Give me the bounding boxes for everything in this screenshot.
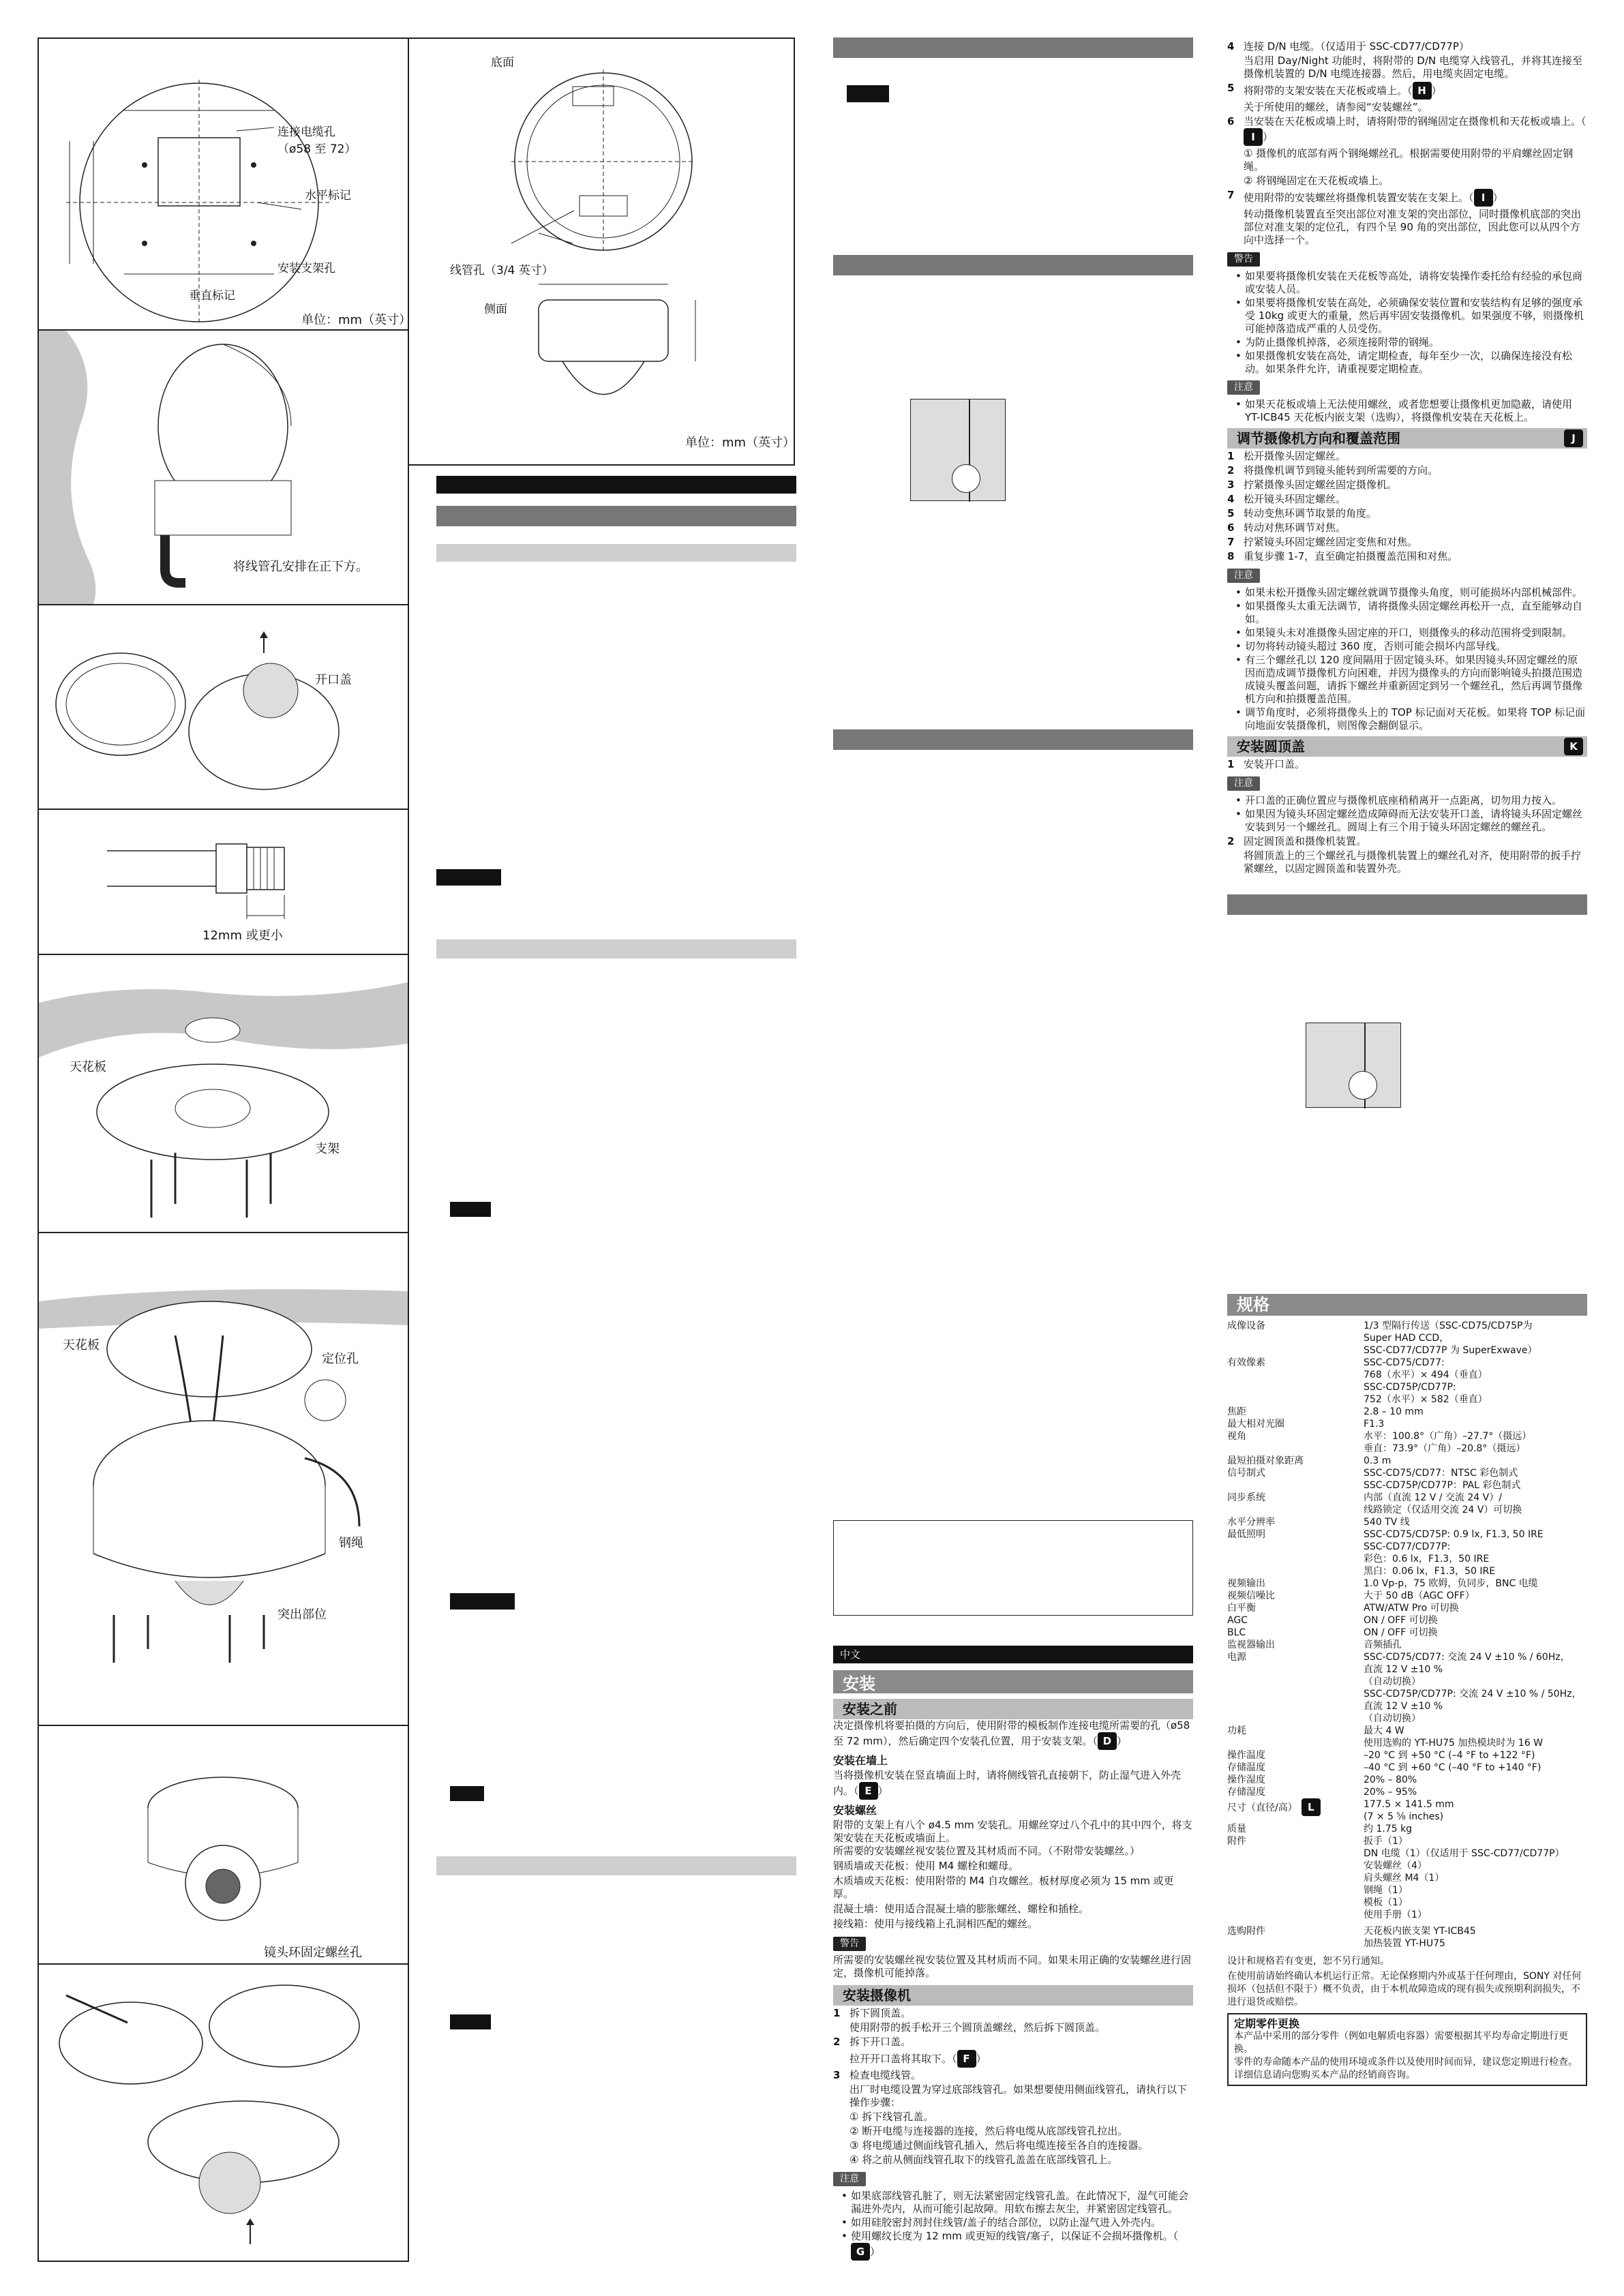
spec-value: SSC-CD75/CD77：NTSC 彩色制式 SSC-CD75P/CD77P：PAL 彩色制式 xyxy=(1364,1468,1521,1491)
step-4-detail: 当启用 Day/Night 功能时，将附带的 D/N 电缆穿入线管孔，并将其连接至摄像机装置的 D/N 电缆连接器。然后，用电缆夹固定电缆。 xyxy=(1244,55,1582,80)
spec-key: 监视器输出 xyxy=(1227,1640,1275,1650)
tag-block xyxy=(450,2014,491,2029)
adjust-step-1: 1 松开摄像头固定螺丝。 xyxy=(1227,450,1347,462)
step-4: 4 连接 D/N 电缆。（仅适用于 SSC-CD77/CD77P） xyxy=(1227,40,1469,52)
concrete-text: 混凝土墙：使用适合混凝土墙的膨胀螺丝、螺栓和插栓。 xyxy=(833,1903,1089,1915)
spec-value: 177.5 × 141.5 mm (7 × 5 ⁵⁄₈ inches) xyxy=(1364,1799,1454,1822)
spec-key: 有效像素 xyxy=(1227,1357,1265,1368)
badge-l: L xyxy=(1302,1798,1321,1816)
badge-g: G xyxy=(851,2243,870,2261)
label-ceiling: 天花板 xyxy=(70,1060,106,1074)
junction-text: 接线箱：使用与接线箱上孔洞相匹配的螺丝。 xyxy=(833,1918,1038,1930)
spec-value: ON / OFF 可切换 xyxy=(1364,1627,1438,1638)
step-6: 6 当安装在天花板或墙上时，请将附带的钢绳固定在摄像机和天花板或墙上。（I ） xyxy=(1227,115,1587,146)
badge-j: J xyxy=(1564,429,1583,447)
label-bracket: 支架 xyxy=(315,1142,340,1156)
section-bar xyxy=(436,506,796,526)
spec-key: 最低照明 xyxy=(1227,1529,1265,1540)
dome-note-1: • 开口盖的正确位置应与摄像机底座稍稍离开一点距离，切勿用力按入。 xyxy=(1235,794,1587,807)
spec-key: 存储温度 xyxy=(1227,1762,1265,1773)
dome-step-2: 2 固定圆顶盖和摄像机装置。 xyxy=(1227,835,1367,847)
spec-key: 白平衡 xyxy=(1227,1603,1256,1614)
dome-step-1: 1 安装开口盖。 xyxy=(1227,758,1306,770)
section-bar xyxy=(436,939,796,958)
spec-key: 附件 xyxy=(1227,1836,1246,1847)
figure-panel-d xyxy=(37,37,412,331)
adjust-step-7: 7 拧紧镜头环固定螺丝固定变焦和对焦。 xyxy=(1227,536,1418,548)
label-conduit-down: 将线管孔安排在正下方。 xyxy=(233,560,368,574)
spec-key: 焦距 xyxy=(1227,1406,1246,1417)
adjust-heading: 调节摄像机方向和覆盖范围 J xyxy=(1227,428,1587,449)
label-unit-2: 单位：mm（英寸） xyxy=(685,436,796,450)
step-1: 1 拆下圆顶盖。 xyxy=(833,2007,912,2019)
label-bottom: 底面 xyxy=(491,56,514,70)
step-3: 3 检查电缆线管。 xyxy=(833,2069,922,2081)
note-tag-4: 注意 xyxy=(1227,776,1260,791)
spec-note-2: 在使用前请始终确认本机运行正常。无论保修期内外或基于任何理由，SONY 对任何损坏（包括但不限于）概不负责，由于本机故障造成的现有损失或预期利润损失，不进行退货或赔偿。 xyxy=(1227,1971,1582,2008)
spec-value: 扳手（1） DN 电缆（1）（仅适用于 SSC-CD77/CD77P） 安装螺丝（4） 肩头螺丝 M4（1） 钢绳（1） 模板（1） 使用手册（1） xyxy=(1364,1836,1565,1920)
spec-table xyxy=(1227,1320,1587,1950)
spec-value: ON / OFF 可切换 xyxy=(1364,1615,1438,1626)
adjust-note-4: • 切勿将转动镜头超过 360 度，否则可能会损坏内部导线。 xyxy=(1235,640,1587,653)
spec-key: 视角 xyxy=(1227,1431,1246,1442)
spec-value: 音频插孔 xyxy=(1364,1640,1402,1650)
badge-f: F xyxy=(957,2050,976,2068)
spec-value: 1/3 型隔行传送（SSC-CD75/CD75P为 Super HAD CCD， SSC-CD77/CD77P 为 SuperExwave） xyxy=(1364,1320,1537,1356)
step-5: 5 将附带的支架安装在天花板或墙上。（ H ） xyxy=(1227,82,1587,100)
note-3: • 使用螺纹长度为 12 mm 或更短的线管/塞子，以保证不会损坏摄像机。（G ） xyxy=(841,2230,1193,2261)
section-bar xyxy=(1227,894,1587,915)
label-ceiling-2: 天花板 xyxy=(63,1338,100,1353)
label-mount-holes: 安装支架孔 xyxy=(277,262,335,275)
spec-value: –20 °C 到 +50 °C (–4 °F to +122 °F) xyxy=(1364,1750,1535,1761)
tag-block xyxy=(436,869,501,886)
badge-k: K xyxy=(1564,738,1583,755)
spec-value: 最大 4 W 使用选购的 YT-HU75 加热模块时为 16 W xyxy=(1364,1725,1543,1749)
spec-value: 大于 50 dB（AGC OFF） xyxy=(1364,1590,1475,1601)
spec-key: 同步系统 xyxy=(1227,1492,1265,1503)
label-conduit: 线管孔（3/4 英寸） xyxy=(450,264,554,277)
note-tag: 注意 xyxy=(833,2172,866,2186)
adjust-step-8: 8 重复步骤 1-7，直至确定拍摄覆盖范围和对焦。 xyxy=(1227,550,1458,562)
label-side: 侧面 xyxy=(484,303,507,316)
warning-2: • 如果要将摄像机安装在高处，必须确保安装位置和安装结构有足够的强度承受 10kg 或更大的重量，然后再牢固安装摄像机。如果强度不够，则摄像机可能掉落造成严重的人员受伤。 xyxy=(1235,297,1587,335)
spec-value: 20% – 95% xyxy=(1364,1787,1417,1798)
spec-value: 1.0 Vp-p，75 欧姆，负同步，BNC 电缆 xyxy=(1364,1578,1538,1589)
figure-panel-g xyxy=(37,809,409,955)
spec-key: 成像设备 xyxy=(1227,1320,1265,1331)
parts-box xyxy=(1227,2013,1587,2086)
install-title-text: 安装 xyxy=(843,1674,875,1693)
empty-frame xyxy=(833,1520,1193,1616)
label-protrusion: 突出部位 xyxy=(277,1607,327,1622)
ceiling-bracket-diagram xyxy=(39,955,408,1232)
install-title xyxy=(833,1670,1193,1693)
badge-i-2: I xyxy=(1474,189,1493,207)
adjust-note-5: • 有三个螺丝孔以 120 度间隔用于固定镜头环。如果因镜头环固定螺丝的原因而造成调节摄像机方向困难，并因为摄像头的方向而影响镜头拍摄范围造成镜头覆盖问题，请拆下螺丝并重新固定到另一个螺丝孔，然后再调节摄像机方向和拍摄覆盖范围。 xyxy=(1235,654,1587,706)
camera-figure-right xyxy=(1306,1023,1401,1108)
spec-key: 选购附件 xyxy=(1227,1926,1265,1937)
step-7-detail: 转动摄像机装置直至突出部位对准支架的突出部位，同时摄像机底部的突出部位对准支架的定位孔，有四个呈 90 角的突出部位，因此您可以从四个方向中选择一个。 xyxy=(1244,208,1582,246)
warning-1: • 如果要将摄像机安装在天花板等高处，请将安装操作委托给有经验的承包商或安装人员。 xyxy=(1235,270,1587,296)
spec-value: –40 °C 到 +60 °C (–40 °F to +140 °F) xyxy=(1364,1762,1542,1773)
spec-key: 操作湿度 xyxy=(1227,1774,1265,1785)
spec-value: 约 1.75 kg xyxy=(1364,1824,1413,1834)
adjust-note-6: • 调节角度时，必须将摄像头上的 TOP 标记面对天花板。如果将 TOP 标记面向地面安装摄像机，则图像会翻倒显示。 xyxy=(1235,706,1587,732)
screws-heading: 安装螺丝 xyxy=(833,1804,877,1817)
spec-key: 电源 xyxy=(1227,1652,1246,1663)
wood-text: 木质墙或天花板：使用附带的 M4 自攻螺丝。板材厚度必须为 15 mm 或更厚。 xyxy=(833,1875,1174,1900)
label-cable-hole: 连接电缆孔 （ø58 至 72） xyxy=(277,125,357,156)
adjust-step-6: 6 转动对焦环调节对焦。 xyxy=(1227,522,1347,534)
adjust-note-1: • 如果未松开摄像头固定螺丝就调节摄像头角度，则可能损坏内部机械部件。 xyxy=(1235,586,1587,599)
figure-panel-i xyxy=(37,1232,409,1726)
label-pos-hole: 定位孔 xyxy=(322,1352,359,1366)
warning-tag: 警告 xyxy=(833,1937,866,1951)
section-bar xyxy=(833,729,1193,750)
steel-text: 钢质墙或天花板：使用 M4 螺栓和螺母。 xyxy=(833,1860,1019,1872)
label-12mm: 12mm 或更小 xyxy=(202,928,283,943)
spec-key: 最大相对光圈 xyxy=(1227,1419,1284,1430)
note-bracket: • 如果天花板或墙上无法使用螺丝，或者您想要让摄像机更加隐蔽，请使用 YT-ICB45 天花板内嵌支架（选购），将摄像机安装在天花板上。 xyxy=(1235,398,1587,424)
figure-panel-k xyxy=(37,1725,409,1965)
figure-panel-bottom xyxy=(408,37,795,466)
label-lens-ring-screw: 镜头环固定螺丝孔 xyxy=(264,1946,362,1960)
warning-3: • 为防止摄像机掉落，必须连接附带的钢绳。 xyxy=(1235,336,1587,349)
badge-d: D xyxy=(1098,1732,1117,1750)
spec-key: 功耗 xyxy=(1227,1725,1246,1736)
step-1-detail: 使用附带的扳手松开三个圆顶盖螺丝，然后拆下圆顶盖。 xyxy=(849,2021,1106,2034)
note-1: • 如果底部线管孔脏了，则无法紧密固定线管孔盖。在此情况下，湿气可能会漏进外壳内，从而可能引起故障。用软布擦去灰尘，并紧密固定线管孔。 xyxy=(841,2190,1193,2216)
dome-heading: 安装圆顶盖 K xyxy=(1227,736,1587,757)
spec-heading: 规格 xyxy=(1227,1294,1587,1316)
spec-key: AGC xyxy=(1227,1615,1248,1626)
lang-tab-block xyxy=(847,85,889,102)
adjust-note-2: • 如果摄像头太重无法调节，请将摄像头固定螺丝再松开一点，直至能够动自如。 xyxy=(1235,600,1587,626)
figure-panel-h xyxy=(37,954,409,1233)
tag-block xyxy=(450,1786,484,1801)
section-bar xyxy=(833,37,1193,58)
lang-tab xyxy=(833,1646,1193,1663)
spec-key: 操作温度 xyxy=(1227,1750,1265,1761)
dome-attach-diagram xyxy=(39,1965,408,2261)
spec-value: 0.3 m xyxy=(1364,1455,1392,1466)
label-wire: 钢绳 xyxy=(339,1536,363,1550)
dome-note-2: • 如果因为镜头环固定螺丝造成障碍而无法安装开口盖，请将镜头环固定螺丝安装到另一个螺丝孔。圆周上有三个用于镜头环固定螺丝的螺丝孔。 xyxy=(1235,808,1587,834)
label-unit: 单位：mm（英寸） xyxy=(301,313,412,327)
lens-ring-diagram xyxy=(39,1726,408,1963)
tag-block xyxy=(450,1202,491,1217)
install-column: 安装之前 决定摄像机将要拍摄的方向后，使用附带的模板制作连接电缆所需要的孔（ø58 至 72 mm），然后确定四个安装孔位置，用于安装支架。（ D ） 安装在墙上 当将摄像机安装在竖直墙面上时，请将侧线管孔直接朝下，防止湿气进入外壳内。（ E ） 安装螺丝 附带的支架上有八个 ø4.5 mm 安装孔。用螺丝穿过八个孔中的其中四个，将支架安装在天花板或墙面上。 所需要的安装螺丝视安装位置及其材质而不同。（不附带安装螺丝。） 钢质墙或天花板：使用 M4 螺栓和螺母。 木质墙或天花板：使用附带的 M4 自攻螺丝。板材厚度必须为 15 mm 或更厚。 混凝土墙：使用适合混凝土墙的膨胀螺丝、螺栓和插栓。 接线箱：使用与接线箱上孔洞相匹配的螺丝。 警告 所需要的安装螺丝视安装位置及其材质而不同。如果未用正确的安装螺丝进行固定，摄像机可能掉落。 安装摄像机 1 拆下圆顶盖。 使用附带的扳手松开三个圆顶盖螺丝，然后拆下圆顶盖。 2 拆下开口盖。 拉开开口盖将其取下。（ F ） 3 检查电缆线管。 出厂时电缆设置为穿过底部线管孔。如果想要使用侧面线管孔，请执行以下操作步骤： ① 拆下线管孔盖。 ② 断开电缆与连接器的连接，然后将电缆从底部线管孔拉出。 ③ 将电缆通过侧面线管孔插入，然后将电缆连接至各自的连接器。 ④ 将之前从侧面线管孔取下的线管孔盖盖在底部线管孔上。 注意 • 如果底部线管孔脏了，则无法紧密固定线管孔盖。在此情况下，湿气可能会漏进外壳内，从而可能引起故障。用软布擦去灰尘，并紧密固定线管孔。 • 如用硅胶密封剂封住线管/盖子的结合部位，以防止湿气进入外壳内。 • 使用螺纹长度为 12 mm 或更短的线管/塞子，以保证不会损坏摄像机。（G ） xyxy=(833,1699,1193,2261)
spec-note-1: 设计和规格若有变更，恕不另行通知。 xyxy=(1227,1956,1389,1967)
adjust-step-4: 4 松开镜头环固定螺丝。 xyxy=(1227,493,1347,505)
adjust-note-3: • 如果镜头未对准摄像头固定座的开口，则摄像头的移动范围将受到限制。 xyxy=(1235,626,1587,639)
spec-key: 信号制式 xyxy=(1227,1468,1265,1479)
spec-value: 2.8 – 10 mm xyxy=(1364,1406,1424,1417)
spec-value: SSC-CD75/CD75P: 0.9 lx, F1.3, 50 IRE SSC-CD77/CD77P: 彩色：0.6 lx，F1.3，50 IRE 黑白：0.06 lx，F1.3，50 IRE xyxy=(1364,1529,1544,1577)
figure-panel-l xyxy=(37,1963,409,2262)
spec-value: SSC-CD75/CD77: 交流 24 V ±10 % / 60Hz， 直流 12 V ±10 % （自动切换） SSC-CD75P/CD77P: 交流 24 V ±10 % / 50Hz， 直流 12 V ±10 % （自动切换） xyxy=(1364,1652,1582,1724)
step-2: 2 拆下开口盖。 xyxy=(833,2036,912,2048)
parts-heading: 定期零件更换 xyxy=(1234,2017,1300,2030)
step-2-detail: 拉开开口盖将其取下。（ F ） xyxy=(833,2050,1193,2068)
figure-panel-e xyxy=(37,329,409,605)
spec-value: F1.3 xyxy=(1364,1419,1385,1430)
badge-e: E xyxy=(859,1782,878,1800)
label-vertical-mark: 垂直标记 xyxy=(189,289,235,303)
spec-key: 质量 xyxy=(1227,1824,1246,1834)
spec-value: 内部（直流 12 V / 交流 24 V）/ 线路锁定（仅适用交流 24 V）可切换 xyxy=(1364,1492,1522,1515)
step-3-detail: 出厂时电缆设置为穿过底部线管孔。如果想要使用侧面线管孔，请执行以下操作步骤： xyxy=(849,2083,1188,2109)
mounting-diagram xyxy=(39,1233,408,1725)
badge-i: I xyxy=(1244,128,1263,146)
note-tag-2: 注意 xyxy=(1227,380,1260,395)
wall-text: 当将摄像机安装在竖直墙面上时，请将侧线管孔直接朝下，防止湿气进入外壳内。 xyxy=(833,1769,1182,1797)
spec-value: 天花板内嵌支架 YT-ICB45 加热装置 YT-HU75 xyxy=(1364,1926,1476,1949)
spec-value: 水平：100.8°（广角）–27.7°（摄远） 垂直：73.9°（广角）–20.8°（摄远） xyxy=(1364,1431,1532,1454)
warning-text: 所需要的安装螺丝视安装位置及其材质而不同。如果未用正确的安装螺丝进行固定，摄像机可能掉落。 xyxy=(833,1954,1192,1979)
badge-h: H xyxy=(1413,82,1432,100)
spec-value: ATW/ATW Pro 可切换 xyxy=(1364,1603,1459,1614)
spec-key: 视频信噪比 xyxy=(1227,1590,1275,1601)
spec-value: 20% – 80% xyxy=(1364,1774,1417,1785)
section-bar xyxy=(436,544,796,562)
tag-block xyxy=(450,1593,515,1610)
screws-text: 附带的支架上有八个 ø4.5 mm 安装孔。用螺丝穿过八个孔中的其中四个，将支架安装在天花板或墙面上。 所需要的安装螺丝视安装位置及其材质而不同。（不附带安装螺丝。） xyxy=(833,1819,1192,1857)
spec-key: 水平分辨率 xyxy=(1227,1517,1275,1528)
step-3-c1: ① 拆下线管孔盖。 xyxy=(849,2111,934,2123)
spec-key: 尺寸（直径/高） L xyxy=(1227,1798,1364,1823)
spec-value: SSC-CD75/CD77: 768（水平）× 494（垂直） SSC-CD75P/CD77P: 752（水平）× 582（垂直） xyxy=(1364,1357,1488,1405)
install-camera-heading: 安装摄像机 xyxy=(833,1985,1193,2006)
right-column xyxy=(1227,39,1587,877)
spec-section xyxy=(1227,1294,1587,2086)
open-cap-diagram xyxy=(39,605,408,809)
step-7: 7 使用附带的安装螺丝将摄像机装置安装在支架上。（ I ） xyxy=(1227,189,1587,207)
section-bar xyxy=(436,476,796,494)
spec-key: BLC xyxy=(1227,1627,1246,1638)
step-5-detail: 关于所使用的螺丝，请参阅“安装螺丝”。 xyxy=(1244,101,1428,113)
section-bar xyxy=(436,1856,796,1875)
lang-tab-label: 中文 xyxy=(840,1648,861,1661)
section-bar xyxy=(833,255,1193,275)
adjust-step-5: 5 转动变焦环调节取景的角度。 xyxy=(1227,507,1377,519)
spec-key: 视频输出 xyxy=(1227,1578,1265,1589)
step-3-c3: ③ 将电缆通过侧面线管孔插入，然后将电缆连接至各自的连接器。 xyxy=(849,2139,1149,2151)
step-6-a: ① 摄像机的底部有两个钢绳螺丝孔。根据需要使用附带的平肩螺丝固定钢绳。 xyxy=(1244,147,1574,172)
spec-value: 540 TV 线 xyxy=(1364,1517,1410,1528)
dome-step-2-detail: 将圆顶盖上的三个螺丝孔与摄像机装置上的螺丝孔对齐，使用附带的扳手拧紧螺丝，以固定圆顶盖和装置外壳。 xyxy=(1244,849,1582,875)
adjust-step-3: 3 拧紧摄像头固定螺丝固定摄像机。 xyxy=(1227,479,1398,491)
before-heading: 安装之前 xyxy=(833,1699,1193,1719)
step-3-c4: ④ 将之前从侧面线管孔取下的线管孔盖盖在底部线管孔上。 xyxy=(849,2154,1118,2166)
parts-text: 本产品中采用的部分零件（例如电解质电容器）需要根据其平均寿命定期进行更换。 零件的寿命随本产品的使用环境或条件以及使用时间而异，建议您定期进行检查。 详细信息请向您购买本产品的经销商咨询。 xyxy=(1234,2031,1578,2081)
step-3-c2: ② 断开电缆与连接器的连接，然后将电缆从底部线管孔拉出。 xyxy=(849,2125,1128,2137)
spec-key: 最短拍摄对象距离 xyxy=(1227,1455,1304,1466)
bottom-side-diagram xyxy=(409,39,794,464)
label-horizontal-mark: 水平标记 xyxy=(305,189,351,202)
note-tag-3: 注意 xyxy=(1227,569,1260,583)
step-6-b: ② 将钢绳固定在天花板或墙上。 xyxy=(1244,175,1389,187)
note-2: • 如用硅胶密封剂封住线管/盖子的结合部位，以防止湿气进入外壳内。 xyxy=(841,2216,1193,2229)
spec-key: 存储湿度 xyxy=(1227,1787,1265,1798)
before-text: 决定摄像机将要拍摄的方向后，使用附带的模板制作连接电缆所需要的孔（ø58 至 72 mm），然后确定四个安装孔位置，用于安装支架。 xyxy=(833,1719,1190,1747)
figure-panel-f xyxy=(37,604,409,810)
camera-figure-j xyxy=(910,399,1006,501)
warning-tag-2: 警告 xyxy=(1227,252,1260,267)
wall-heading: 安装在墙上 xyxy=(833,1754,888,1767)
label-open-cap: 开口盖 xyxy=(315,673,352,687)
warning-4: • 如果摄像机安装在高处，请定期检查，每年至少一次，以确保连接没有松动。如果条件允许，请重视要定期检查。 xyxy=(1235,350,1587,376)
adjust-step-2: 2 将摄像机调节到镜头能转到所需要的方向。 xyxy=(1227,464,1439,477)
